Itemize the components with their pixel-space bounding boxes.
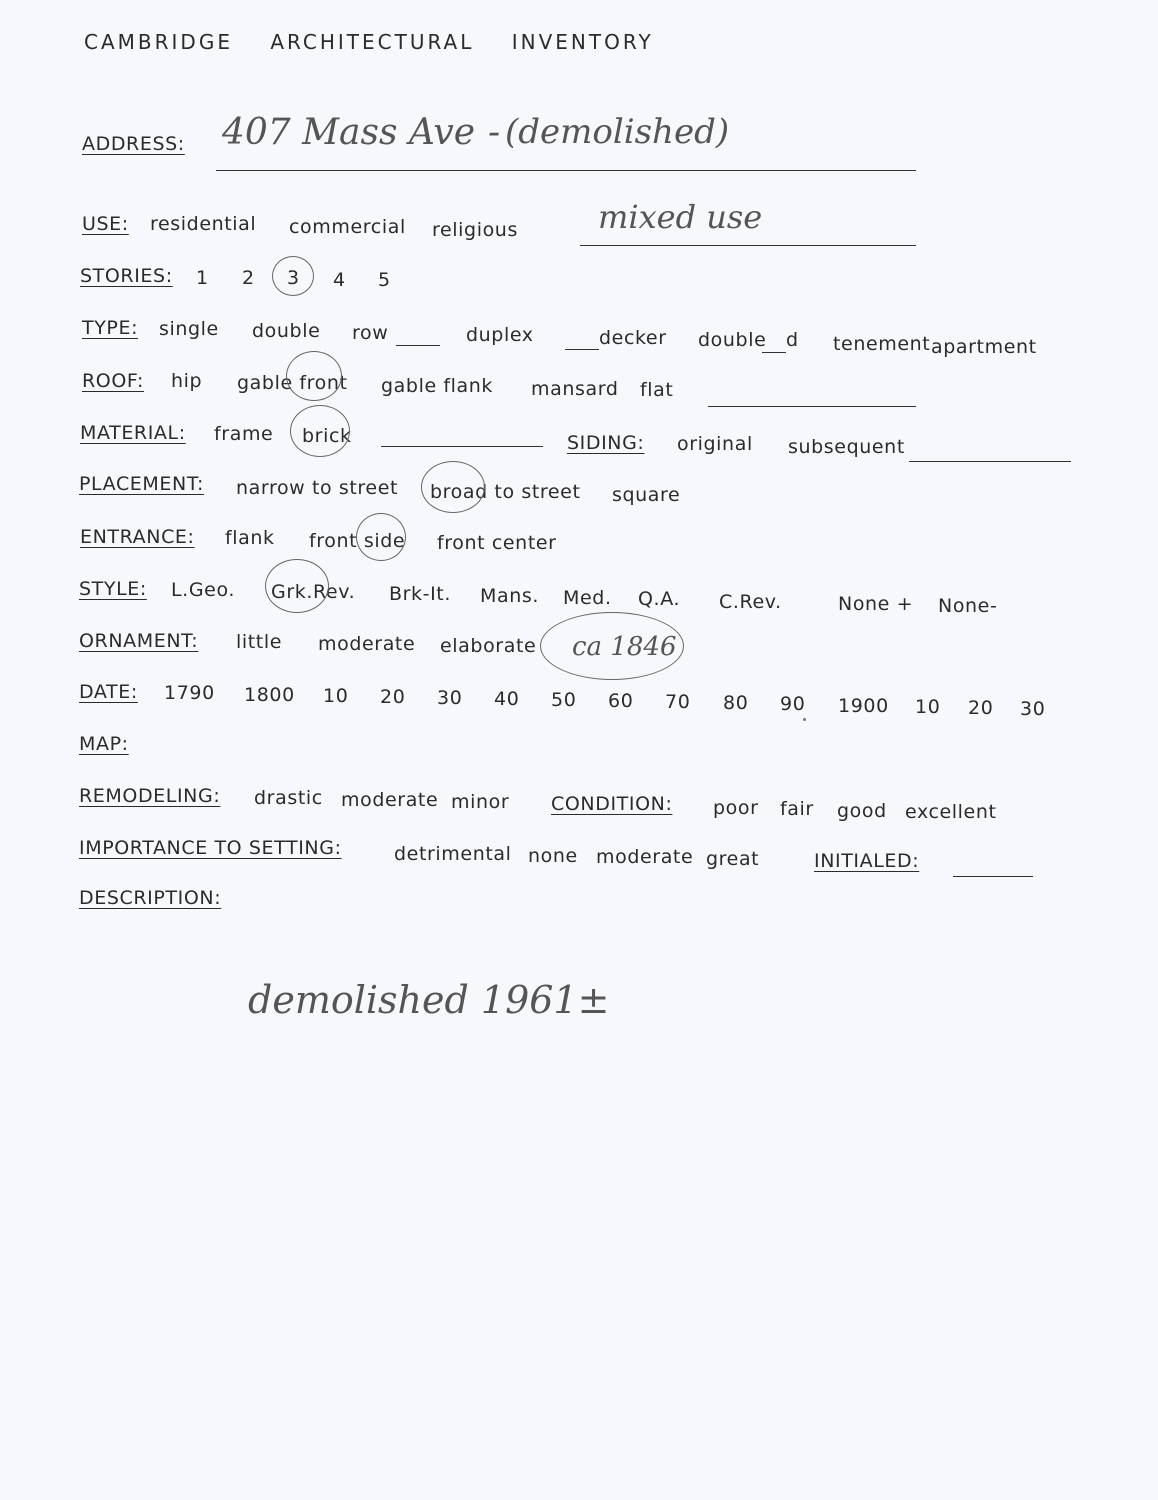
address-label: ADDRESS: [82,133,185,155]
condition-option: fair [780,798,814,820]
placement-option: square [612,484,681,506]
entrance-option: front side [309,530,406,552]
use-option: religious [432,219,518,241]
type-option: d [786,329,799,351]
ornament-option: elaborate [440,635,537,657]
initialed-blank [953,876,1033,877]
date-option: 70 [665,691,691,713]
date-option: 80 [723,692,749,714]
date-option: 50 [551,689,577,711]
condition-option: poor [713,797,759,819]
type-blank [565,349,599,350]
date-option: 10 [915,696,941,718]
importance-option: detrimental [394,843,512,865]
roof-option: flat [640,379,674,401]
remodeling-option: drastic [254,787,323,809]
style-option: L.Geo. [171,579,235,601]
date-option: 10 [323,685,349,707]
entrance-option: flank [225,527,275,549]
placement-option: narrow to street [236,477,399,499]
importance-option: moderate [596,846,694,868]
condition-label: CONDITION: [551,793,673,815]
use-handwritten: mixed use [598,198,763,236]
type-option: double [698,329,767,351]
siding-blank [909,461,1071,462]
style-option: Mans. [480,585,540,607]
importance-option: great [706,848,760,870]
type-blank [762,352,786,353]
type-option: apartment [931,336,1037,358]
type-option: double [252,320,321,342]
stories-option: 2 [242,267,255,289]
remodeling-label: REMODELING: [79,785,221,807]
roof-blank [708,406,916,407]
ornament-handwritten: ca 1846 [572,632,677,662]
date-option: 1800 [244,684,295,706]
roof-label: ROOF: [82,370,144,392]
form-header [84,30,682,54]
use-line [580,245,916,246]
date-option: 60 [608,690,634,712]
material-option: brick [302,425,352,447]
material-blank [381,446,543,447]
placement-label: PLACEMENT: [79,473,204,495]
use-label: USE: [82,213,129,235]
style-option: None + [838,593,914,615]
style-circle-mark [265,559,329,613]
use-option: residential [150,213,257,235]
roof-circle-mark [286,351,342,401]
ornament-option: moderate [318,633,416,655]
style-label: STYLE: [79,578,147,600]
siding-label: SIDING: [567,432,645,454]
importance-label: IMPORTANCE TO SETTING: [79,837,342,859]
style-option: None- [938,595,998,617]
stories-option: 4 [333,269,346,291]
type-blank [396,345,440,346]
type-option: decker [599,327,667,349]
siding-option: subsequent [788,436,905,458]
material-option: frame [214,423,274,445]
date-option: 40 [494,688,520,710]
type-label: TYPE: [82,317,139,339]
style-option: C.Rev. [719,591,782,613]
date-option: 1790 [164,682,215,704]
header-word: INVENTORY [511,30,654,54]
map-label: MAP: [79,733,129,755]
entrance-circle-mark [356,513,406,561]
ornament-label: ORNAMENT: [79,630,199,652]
type-option: single [159,318,219,340]
remodeling-option: moderate [341,789,439,811]
material-label: MATERIAL: [80,422,186,444]
roof-option: mansard [531,378,619,400]
header-word: ARCHITECTURAL [270,30,475,54]
condition-option: good [837,800,887,822]
date-option: 1900 [838,695,889,717]
address-line [216,170,916,171]
use-option: commercial [289,216,406,238]
style-option: Brk-It. [389,583,451,605]
placement-option: broad to street [430,481,581,503]
style-option: Grk.Rev. [271,581,356,603]
initialed-label: INITIALED: [814,850,920,872]
stories-option: 3 [287,267,300,289]
date-option: 90 [780,693,806,715]
date-option: 30 [1020,698,1046,720]
description-label: DESCRIPTION: [79,887,222,909]
stories-circle-mark [272,256,314,296]
type-option: duplex [466,324,534,346]
header-word: CAMBRIDGE [84,30,233,54]
ornament-option: little [236,631,283,653]
type-option: row [352,322,389,344]
roof-option: gable flank [381,375,494,397]
material-circle-mark [290,405,350,457]
roof-option: hip [171,370,203,392]
demolished-note: (demolished) [505,112,730,152]
stories-option: 1 [196,267,209,289]
style-option: Q.A. [638,588,681,610]
stories-option: 5 [378,269,391,291]
roof-option: gable front [237,372,348,394]
importance-option: none [528,845,578,867]
entrance-label: ENTRANCE: [80,526,195,548]
address-dash: - [488,112,501,153]
type-option: tenement [833,333,931,355]
remodeling-option: minor [451,791,510,813]
date-option: 20 [968,697,994,719]
date-option: 20 [380,686,406,708]
address-handwritten: 407 Mass Ave [222,112,476,153]
condition-option: excellent [905,801,997,823]
style-option: Med. [563,587,612,609]
entrance-option: front center [437,532,557,554]
date-label: DATE: [79,681,138,703]
date-tick-mark [803,718,806,721]
siding-option: original [677,433,753,455]
placement-circle-mark [421,461,485,513]
description-handwritten: demolished 1961± [248,978,610,1022]
stories-label: STORIES: [80,265,173,287]
date-option: 30 [437,687,463,709]
